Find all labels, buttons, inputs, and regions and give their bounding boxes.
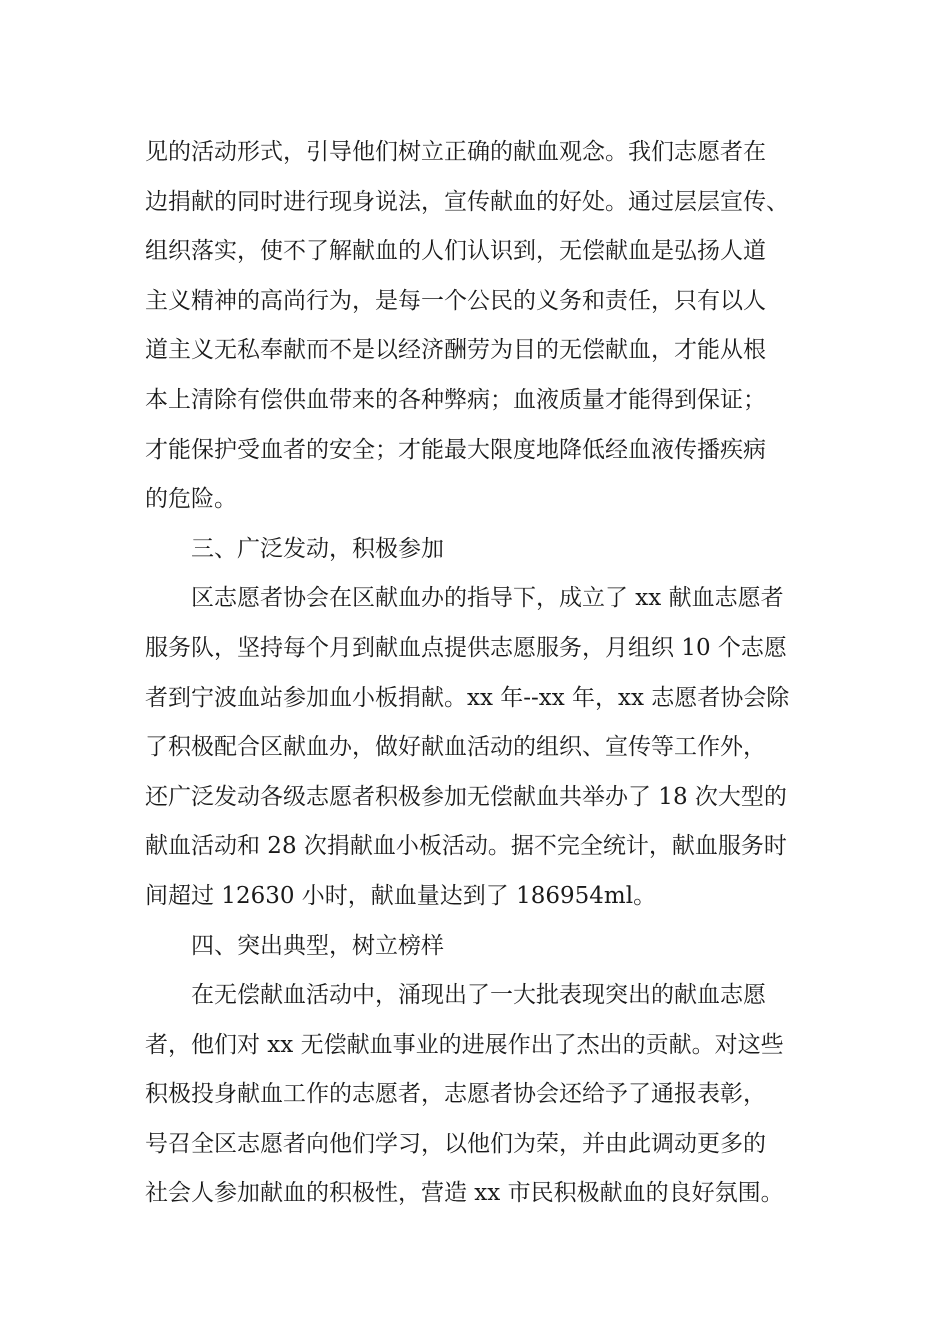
text-line: 四、突出典型，树立榜样 [191, 932, 444, 959]
text-line: 社会人参加献血的积极性，营造 xx 市民积极献血的良好氛围。 [145, 1180, 784, 1207]
text-line: 主义精神的高尚行为，是每一个公民的义务和责任，只有以人 [145, 287, 766, 314]
text-line: 三、广泛发动，积极参加 [191, 535, 444, 562]
text-line: 号召全区志愿者向他们学习，以他们为荣，并由此调动更多的 [145, 1130, 766, 1157]
text-line: 服务队，坚持每个月到献血点提供志愿服务，月组织 10 个志愿 [145, 634, 787, 661]
text-line: 还广泛发动各级志愿者积极参加无偿献血共举办了 18 次大型的 [145, 783, 787, 810]
text-line: 间超过 12630 小时，献血量达到了 186954ml。 [145, 882, 657, 909]
text-line: 见的活动形式，引导他们树立正确的献血观念。我们志愿者在 [145, 139, 766, 165]
text-line: 献血活动和 28 次捐献血小板活动。据不完全统计，献血服务时 [145, 833, 787, 860]
document-body [145, 128, 825, 1219]
text-line: 本上清除有偿供血带来的各种弊病；血液质量才能得到保证； [145, 386, 766, 413]
text-line: 区志愿者协会在区献血办的指导下，成立了 xx 献血志愿者 [191, 585, 784, 612]
text-line: 者，他们对 xx 无偿献血事业的进展作出了杰出的贡献。对这些 [145, 1031, 784, 1058]
text-line: 在无偿献血活动中，涌现出了一大批表现突出的献血志愿 [191, 982, 766, 1009]
text-line: 边捐献的同时进行现身说法，宣传献血的好处。通过层层宣传、 [145, 188, 789, 215]
text-line: 道主义无私奉献而不是以经济酬劳为目的无偿献血，才能从根 [145, 337, 766, 364]
text-line: 积极投身献血工作的志愿者，志愿者协会还给予了通报表彰， [145, 1081, 766, 1108]
text-line: 组织落实，使不了解献血的人们认识到，无偿献血是弘扬人道 [145, 238, 766, 265]
text-line: 的危险。 [145, 486, 237, 513]
text-line: 者到宁波血站参加血小板捐献。xx 年--xx 年，xx 志愿者协会除 [145, 684, 790, 711]
text-line: 才能保护受血者的安全；才能最大限度地降低经血液传播疾病 [145, 436, 766, 463]
text-line: 了积极配合区献血办，做好献血活动的组织、宣传等工作外， [145, 734, 766, 761]
